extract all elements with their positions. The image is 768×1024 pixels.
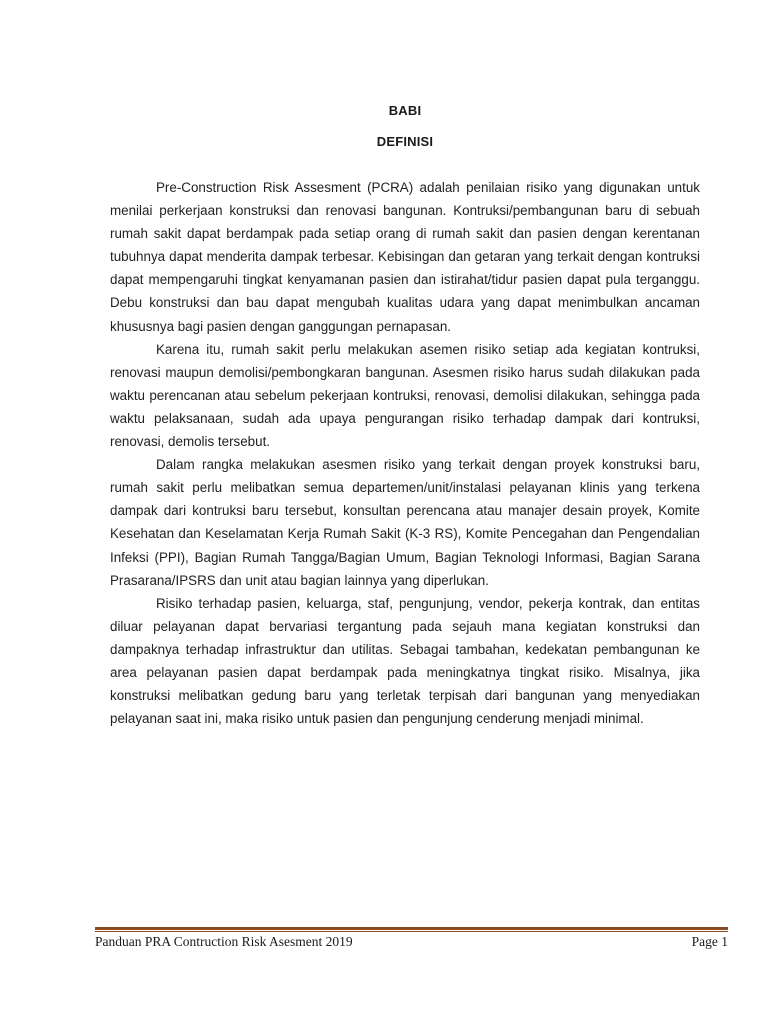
paragraph-stakeholders: Dalam rangka melakukan asesmen risiko yang terkait dengan proyek konstruksi baru, rumah sakit perlu melibatkan semua departemen/unit/instalasi pelayanan klinis yang terkena dampak dari kontruksi baru tersebut, konsultan perencana atau manajer desain proyek, Komite Kesehatan dan Keselamatan Kerja Rumah Sakit (K-3 RS), Komite Pencegahan dan Pengendalian Infeksi (PPI), Bagian Rumah Tangga/Bagian Umum, Bagian Teknologi Informasi, Bagian Sarana Prasarana/IPSRS dan unit atau bagian lainnya yang diperlukan. <box>110 457 700 588</box>
chapter-number: BABI <box>388 103 422 118</box>
paragraph-risk-variation: Risiko terhadap pasien, keluarga, staf, pengunjung, vendor, pekerja kontrak, dan entitas diluar pelayanan dapat bervariasi tergantung pada sejauh mana kegiatan konstruksi dan dampaknya terhadap infrastruktur dan utilitas. Sebagai tambahan, kedekatan pembangunan ke area pelayanan pasien dapat berdampak pada meningkatnya tingkat risiko. Misalnya, jika konstruksi melibatkan gedung baru yang terletak terpisah dari bangunan yang menyediakan pelayanan saat ini, maka risiko untuk pasien dan pengunjung cenderung menjadi minimal. <box>110 595 700 727</box>
body-text <box>110 176 700 730</box>
chapter-title: DEFINISI <box>376 134 434 149</box>
footer-page-number: Page 1 <box>691 934 728 949</box>
paragraph-risk-assessment: Karena itu, rumah sakit perlu melakukan asemen risiko setiap ada kegiatan kontruksi, renovasi maupun demolisi/pembongkaran bangunan. Asesmen risiko harus sudah dilakukan pada waktu perencanan atau sebelum pekerjaan kontruksi, renovasi, demolisi dilakukan, sehingga pada waktu pelaksanaan, sudah ada upaya pengurangan risiko terhadap dampak dari kontruksi, renovasi, demolis tersebut. <box>110 341 700 450</box>
footer-rule-thin <box>95 931 728 932</box>
footer-rule-thick <box>95 927 728 930</box>
footer-document-title: Panduan PRA Contruction Risk Asesment 2019 <box>95 934 353 949</box>
paragraph-pcra-definition: Pre-Construction Risk Assesment (PCRA) adalah penilaian risiko yang digunakan untuk menilai perkerjaan konstruksi dan renovasi bangunan. Kontruksi/pembangunan baru di sebuah rumah sakit dapat berdampak pada setiap orang di rumah sakit dan pasien dengan kerentanan tubuhnya dapat menderita dampak terbesar. Kebisingan dan getaran yang terkait dengan kontruksi dapat mempengaruhi tingkat kenyamanan pasien dan istirahat/tidur pasien dapat pula terganggu. Debu konstruksi dan bau dapat mengubah kualitas udara yang dapat menimbulkan ancaman khususnya bagi pasien dengan ganggungan pernapasan. <box>110 180 700 334</box>
